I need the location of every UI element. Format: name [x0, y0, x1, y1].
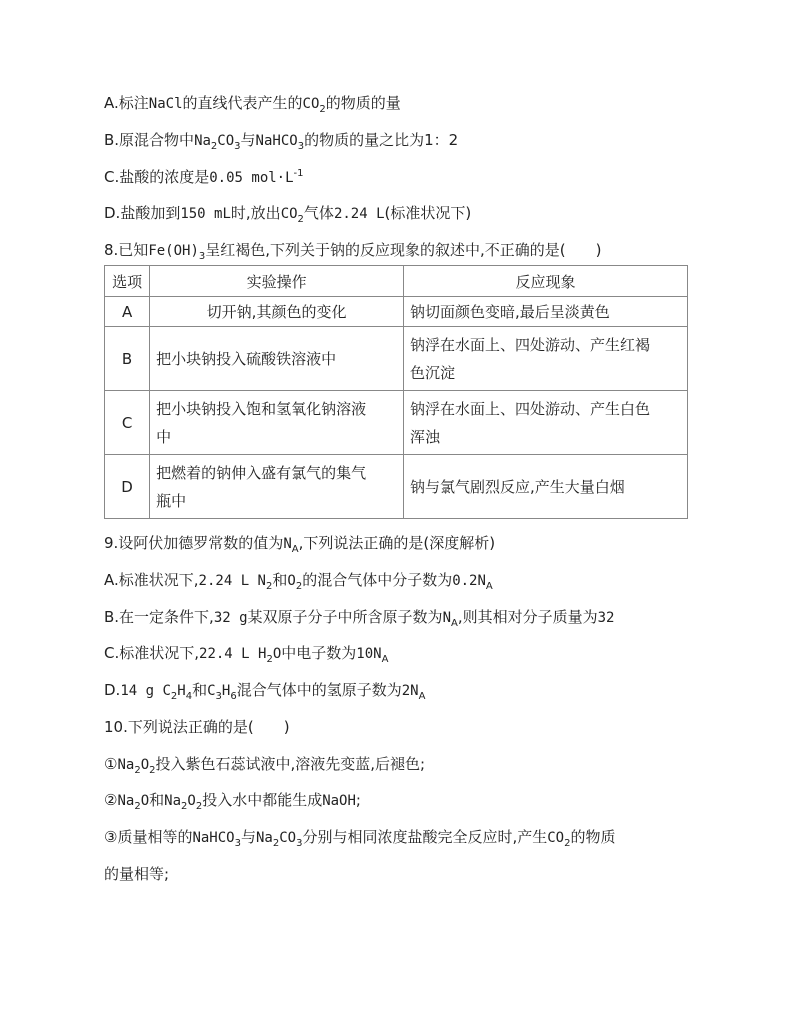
q7-option-d: D.盐酸加到150 mL时,放出$CO_2$气体2.24 L(标准状况下): [104, 204, 472, 225]
q9-stem: 9.设阿伏加德罗常数的值为$N_A$,下列说法正确的是(深度解析): [104, 534, 496, 555]
row-option: D: [105, 455, 150, 519]
q7-option-a: A.标注NaCl的直线代表产生的$CO_2$的物质的量: [104, 94, 401, 115]
table-row: [105, 297, 688, 327]
q8-stem: 8.已知$Fe(OH)_3$呈红褐色,下列关于钠的反应现象的叙述中,不正确的是( ): [104, 241, 602, 262]
q10-item-2: $②Na_2O$和$Na_2O_2$投入水中都能生成NaOH;: [104, 791, 361, 812]
row-phenomenon: 钠浮在水面上、四处游动、产生白色 浑浊: [404, 391, 688, 455]
q9-option-d: D.14 g $C_2H_4$和$C_3H_6$混合气体中的氢原子数为$2N_A$: [104, 681, 426, 702]
q10-item-3: ③质量相等的NaHCO$_3$与$Na_2CO_3$分别与相同浓度盐酸完全反应时,产生$CO_2$的物质: [104, 828, 616, 849]
row-operation: 把小块钠投入硫酸铁溶液中: [150, 327, 404, 391]
q9-option-c: C.标准状况下,22.4 L $H_2O$中电子数为$10N_A$: [104, 644, 389, 665]
row-operation: 把燃着的钠伸入盛有氯气的集气 瓶中: [150, 455, 404, 519]
row-operation: 切开钠,其颜色的变化: [150, 297, 404, 327]
row-operation: 把小块钠投入饱和氢氧化钠溶液 中: [150, 391, 404, 455]
row-phenomenon: 钠切面颜色变暗,最后呈淡黄色: [404, 297, 688, 327]
header-operation: 实验操作: [150, 266, 404, 297]
table-row: [105, 455, 688, 519]
q10-item-3-cont: 的量相等;: [104, 865, 170, 883]
row-phenomenon: 钠与氯气剧烈反应,产生大量白烟: [404, 455, 688, 519]
q10-item-1: $①Na_2O_2$投入紫色石蕊试液中,溶液先变蓝,后褪色;: [104, 755, 426, 776]
q9-option-b: B.在一定条件下,32 g某双原子分子中所含原子数为$N_A$,则其相对分子质量为32: [104, 608, 615, 629]
row-phenomenon: 钠浮在水面上、四处游动、产生红褐 色沉淀: [404, 327, 688, 391]
table-header-row: [105, 266, 688, 297]
table-row: [105, 327, 688, 391]
header-phenomenon: 反应现象: [404, 266, 688, 297]
row-option: B: [105, 327, 150, 391]
header-option: 选项: [105, 266, 150, 297]
row-option: A: [105, 297, 150, 327]
q7-option-b: B.原混合物中$Na_2CO_3$与NaHCO$_3$的物质的量之比为1：2: [104, 131, 459, 152]
q7-option-c: C.盐酸的浓度是0.05 $mol\cdot L^{-1}$: [104, 168, 304, 186]
table-row: [105, 391, 688, 455]
q9-option-a: A.标准状况下,2.24 L $N_2$和$O_2$的混合气体中分子数为$0.2N_A$: [104, 571, 493, 592]
q10-stem: 10.下列说法正确的是( ): [104, 718, 290, 736]
q8-table: [104, 265, 688, 519]
row-option: C: [105, 391, 150, 455]
